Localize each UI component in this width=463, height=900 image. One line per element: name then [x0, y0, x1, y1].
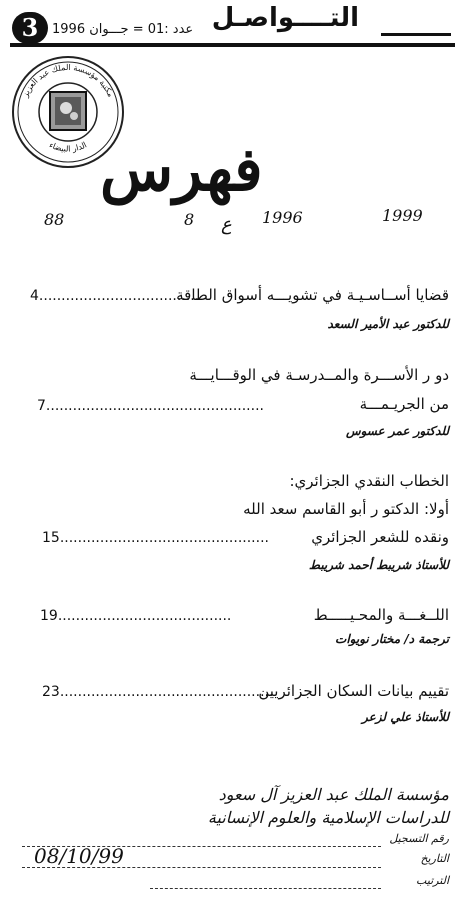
- toc-entry-2-page: [37, 398, 264, 414]
- date-line: [22, 867, 381, 868]
- handwritten-note: 1996: [262, 208, 303, 227]
- toc-entry-4-page: [40, 608, 231, 624]
- toc-entry-3-author: للأستاذ شريبط أحمد شريبط: [308, 558, 449, 572]
- toc-entry-2-title-cont: من الجريـمـــة: [359, 395, 449, 413]
- title-underline: [381, 33, 451, 36]
- toc-entry-1-title: قضايا أســاسـيـة في تشويـــه أسواق الطاقة: [176, 286, 449, 304]
- toc-entry-5-page: [42, 684, 273, 700]
- toc-entry-4-title: اللــغـــة والمحـيـــــط: [313, 606, 449, 624]
- handwritten-note: 1999: [382, 206, 423, 225]
- page-number: 19: [40, 608, 58, 624]
- leader-dots: .......................................: [57, 608, 232, 624]
- leader-dots: ...............................................: [59, 530, 269, 546]
- date-handwritten: 08/10/99: [34, 844, 124, 868]
- stamp-top-text: مكتبة مؤسسة الملك عبد العزيز: [20, 62, 116, 99]
- svg-text:الدار البيضاء: [48, 140, 88, 153]
- classification-label: الترتيب: [416, 874, 449, 887]
- classification-line: [150, 888, 381, 889]
- leader-dots: .................................................: [45, 398, 264, 414]
- journal-title: التــــواصـل: [211, 3, 359, 33]
- registration-label: رقم التسجيل: [389, 832, 449, 845]
- page-number: 23: [42, 684, 60, 700]
- handwritten-note: 88: [44, 210, 65, 229]
- toc-entry-3-subtitle-cont: ونقده للشعر الجزائري: [311, 528, 449, 546]
- issue-line: عدد :01 = جـــوان 1996: [52, 22, 194, 37]
- leader-dots: ................................................: [59, 684, 274, 700]
- leader-dots: ....................................: [38, 288, 200, 304]
- toc-entry-3-title: الخطاب النقدي الجزائري:: [289, 472, 449, 490]
- toc-entry-1-page: [30, 288, 199, 304]
- header-rule: [10, 43, 455, 47]
- toc-entry-5-title: تقييم بيانات السكان الجزائريين: [258, 682, 449, 700]
- page-number: 7: [37, 398, 46, 414]
- toc-entry-2-title: دو ر الأســـرة والمــدرسـة في الوقـــايـــة: [189, 366, 449, 384]
- toc-entry-3-subtitle: أولا: الدكتو ر أبو القاسم سعد الله: [243, 500, 449, 518]
- toc-entry-1-author: للدكتور عبد الأمير السعد: [327, 317, 449, 331]
- toc-entry-3-page: [42, 530, 269, 546]
- handwritten-note: 8: [184, 210, 195, 229]
- page-number-badge: 3: [12, 12, 48, 44]
- page-number: 4: [30, 288, 39, 304]
- index-title: فهرس: [100, 135, 263, 205]
- handwritten-note: ع: [221, 214, 232, 235]
- toc-entry-4-author: ترجمة د/ مختار نويوات: [335, 632, 449, 646]
- page-number: 15: [42, 530, 60, 546]
- toc-entry-2-author: للدكتور عمر عسوس: [345, 424, 449, 438]
- toc-entry-5-author: للأستاذ علي لزعر: [361, 710, 449, 724]
- footer-stamp-line2: للدراسات الإسلامية والعلوم الإنسانية: [207, 808, 449, 827]
- stamp-bottom-text: الدار البيضاء: [47, 140, 89, 154]
- date-label: التاريخ: [420, 852, 449, 865]
- footer-stamp-line1: مؤسسة الملك عبد العزيز آل سعود: [218, 785, 449, 804]
